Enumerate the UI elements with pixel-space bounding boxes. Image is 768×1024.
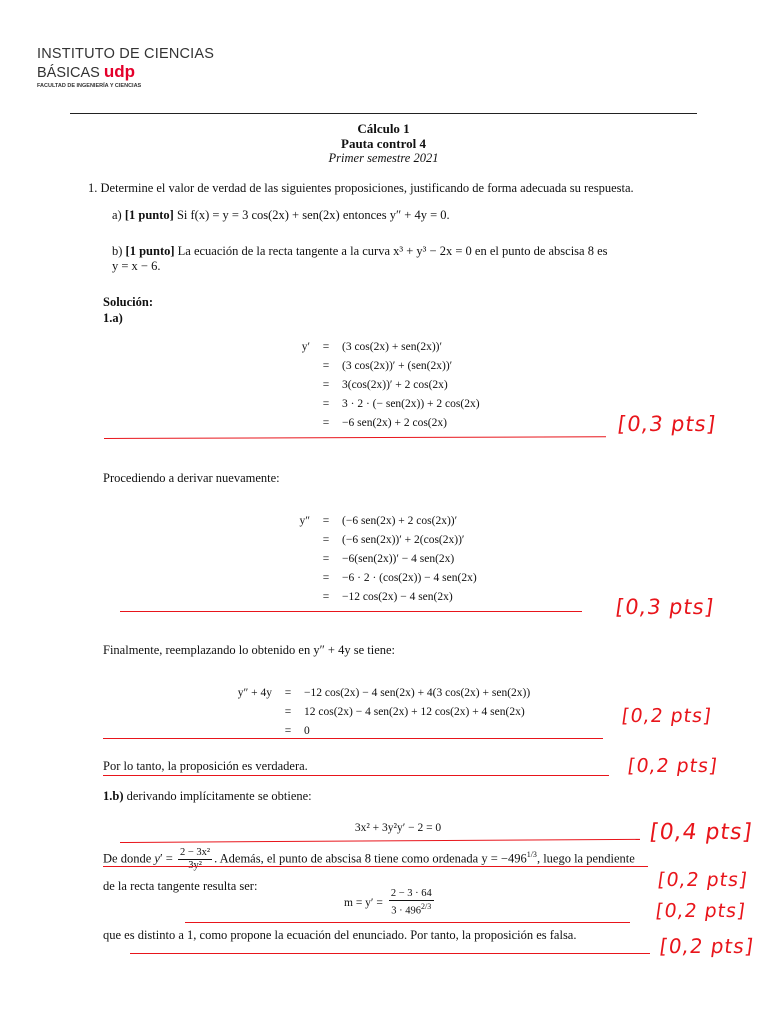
eq1-line: (3 cos(2x) + sen(2x))′ [342, 341, 443, 353]
title-block [70, 121, 697, 166]
grading-mark: [0,2 pts] [626, 755, 720, 777]
slope-equation [344, 888, 436, 918]
question-number: 1. [88, 181, 98, 195]
grading-underline [120, 839, 640, 843]
institution-logo [37, 46, 214, 90]
grading-underline [103, 738, 603, 739]
text-b-line2: de la recta tangente resulta ser: [103, 879, 258, 893]
course-title: Cálculo 1 [357, 121, 410, 136]
question-text: Determine el valor de verdad de las siguientes proposiciones, justificando de forma adecuada su respuesta. [100, 181, 634, 195]
text-b-after: . Además, el punto de abscisa 8 tiene como ordenada y = −496 [214, 851, 527, 866]
eq2-line: (−6 sen(2x))′ + 2(cos(2x))′ [342, 534, 465, 546]
grading-mark: [0,2 pts] [654, 900, 748, 922]
grading-mark: [0,3 pts] [614, 595, 716, 619]
grading-underline [185, 922, 630, 923]
eq3-lhs: y″ + 4y [237, 687, 272, 699]
eq3-line: 0 [304, 725, 310, 737]
solution-heading: Solución: [103, 295, 154, 309]
slope-num: 2 − 3 · 64 [390, 888, 432, 899]
text-finally: Finalmente, reemplazando lo obtenido en y″ + 4y se tiene: [103, 643, 396, 657]
logo-line2-prefix: BÁSICAS [37, 65, 100, 81]
item-b-points: [1 punto] [125, 244, 175, 258]
eq1-line: 3 · 2 · (− sen(2x)) + 2 cos(2x) [342, 398, 480, 410]
slope-fraction [389, 888, 434, 918]
y-prime-den: 3y² [188, 860, 202, 871]
grading-underline [103, 866, 648, 867]
eq2-line: (−6 sen(2x) + 2 cos(2x))′ [342, 515, 458, 527]
grading-mark: [0,3 pts] [616, 412, 718, 436]
slope-den: 3 · 496 [391, 905, 422, 917]
text-derive-again: Procediendo a derivar nuevamente: [103, 471, 280, 485]
eq1-lhs: y′ [301, 341, 310, 353]
header-rule [70, 113, 697, 114]
item-b-text-line2: y = x − 6. [112, 259, 161, 273]
eq3-line: −12 cos(2x) − 4 sen(2x) + 4(3 cos(2x) + sen(2x)) [304, 687, 531, 699]
item-a-points: [1 punto] [124, 208, 174, 222]
eq3-line: 12 cos(2x) − 4 sen(2x) + 12 cos(2x) + 4 sen(2x) [304, 706, 525, 718]
eq1-line: (3 cos(2x))′ + (sen(2x))′ [342, 360, 453, 372]
eq2-lhs: y″ [299, 515, 310, 527]
implicit-equation: 3x² + 3y²y′ − 2 = 0 [354, 822, 442, 834]
eq2-line: −6 · 2 · (cos(2x)) − 4 sen(2x) [342, 572, 477, 584]
conclusion-a: Por lo tanto, la proposición es verdadera. [103, 759, 308, 773]
exam-title: Pauta control 4 [341, 136, 426, 151]
item-b [112, 244, 702, 274]
text-b-exp: 1/3 [526, 850, 537, 860]
grading-mark: [0,4 pts] [648, 820, 754, 845]
eq2-line: −6(sen(2x))′ − 4 sen(2x) [342, 553, 455, 565]
eq1-line: −6 sen(2x) + 2 cos(2x) [342, 417, 447, 429]
logo-line2 [37, 63, 214, 82]
logo-line3: FACULTAD DE INGENIERÍA Y CIENCIAS [37, 83, 142, 89]
item-b-label: b) [112, 244, 123, 258]
grading-mark: [0,2 pts] [656, 869, 750, 891]
y-prime-fraction [178, 847, 212, 872]
conclusion-b: que es distinto a 1, como propone la ecuación del enunciado. Por tanto, la proposición es falsa. [103, 928, 577, 942]
grading-mark: [0,2 pts] [620, 705, 714, 727]
item-b-text-line1: La ecuación de la recta tangente a la curva x³ + y³ − 2x = 0 en el punto de abscisa 8 es [177, 244, 608, 258]
grading-underline [130, 953, 650, 954]
logo-line1: INSTITUTO DE CIENCIAS [37, 46, 215, 62]
grading-mark: [0,2 pts] [658, 934, 756, 958]
equation-block-1: y′ = (3 cos(2x) + sen(2x))′ = (3 cos(2x))′ + (sen(2x))′ = 3(cos(2x))′ + 2 cos(2x) = 3 · 2 · (− sen(2x)) + 2 cos(2x) = −6 sen(2x) + 2 cos(2x) [250, 340, 480, 435]
item-a-text: Si f(x) = y = 3 cos(2x) + sen(2x) entonces y″ + 4y = 0. [176, 208, 450, 222]
item-a-label: a) [112, 208, 122, 222]
part-a-heading: 1.a) [103, 311, 123, 325]
eq2-line: −12 cos(2x) − 4 sen(2x) [342, 591, 453, 603]
y-prime-num: 2 − 3x² [179, 847, 211, 858]
item-a [112, 208, 702, 223]
grading-underline [103, 775, 609, 776]
text-b-end: , luego la pendiente [536, 851, 635, 866]
y-prime-sentence: De donde y′ = $\frac{\text{2 − 3x²}}{\text{3y²}}$ . Además, el punto de abscisa 8 tiene como ordenada $y = -496^{1/3}$, luego la pendiente [103, 847, 635, 871]
grading-underline [104, 436, 606, 439]
equation-block-2: y″ = (−6 sen(2x) + 2 cos(2x))′ = (−6 sen(2x))′ + 2(cos(2x))′ = −6(sen(2x))′ − 4 sen(2x) = −6 · 2 · (cos(2x)) − 4 sen(2x) = −12 cos(2x) − 4 sen(2x) [250, 514, 477, 609]
logo-brand: udp [103, 62, 136, 81]
grading-underline [120, 611, 582, 612]
question-prompt [88, 181, 708, 196]
text-b-from: De donde [103, 851, 152, 866]
slope-den-wrap [389, 901, 433, 918]
eq1-line: 3(cos(2x))′ + 2 cos(2x) [342, 379, 448, 391]
semester: Primer semestre 2021 [328, 151, 439, 165]
part-b-intro [103, 789, 312, 804]
part-b-heading: 1.b) [103, 789, 124, 803]
slope-den-exp: 2/3 [421, 902, 432, 911]
equation-block-3: y″ + 4y = −12 cos(2x) − 4 sen(2x) + 4(3 cos(2x) + sen(2x)) = 12 cos(2x) − 4 sen(2x) + 12 cos(2x) + 4 sen(2x) = 0 [200, 686, 530, 743]
part-b-intro-text: derivando implícitamente se obtiene: [126, 789, 312, 803]
slope-lhs: m = y′ = [344, 896, 383, 909]
